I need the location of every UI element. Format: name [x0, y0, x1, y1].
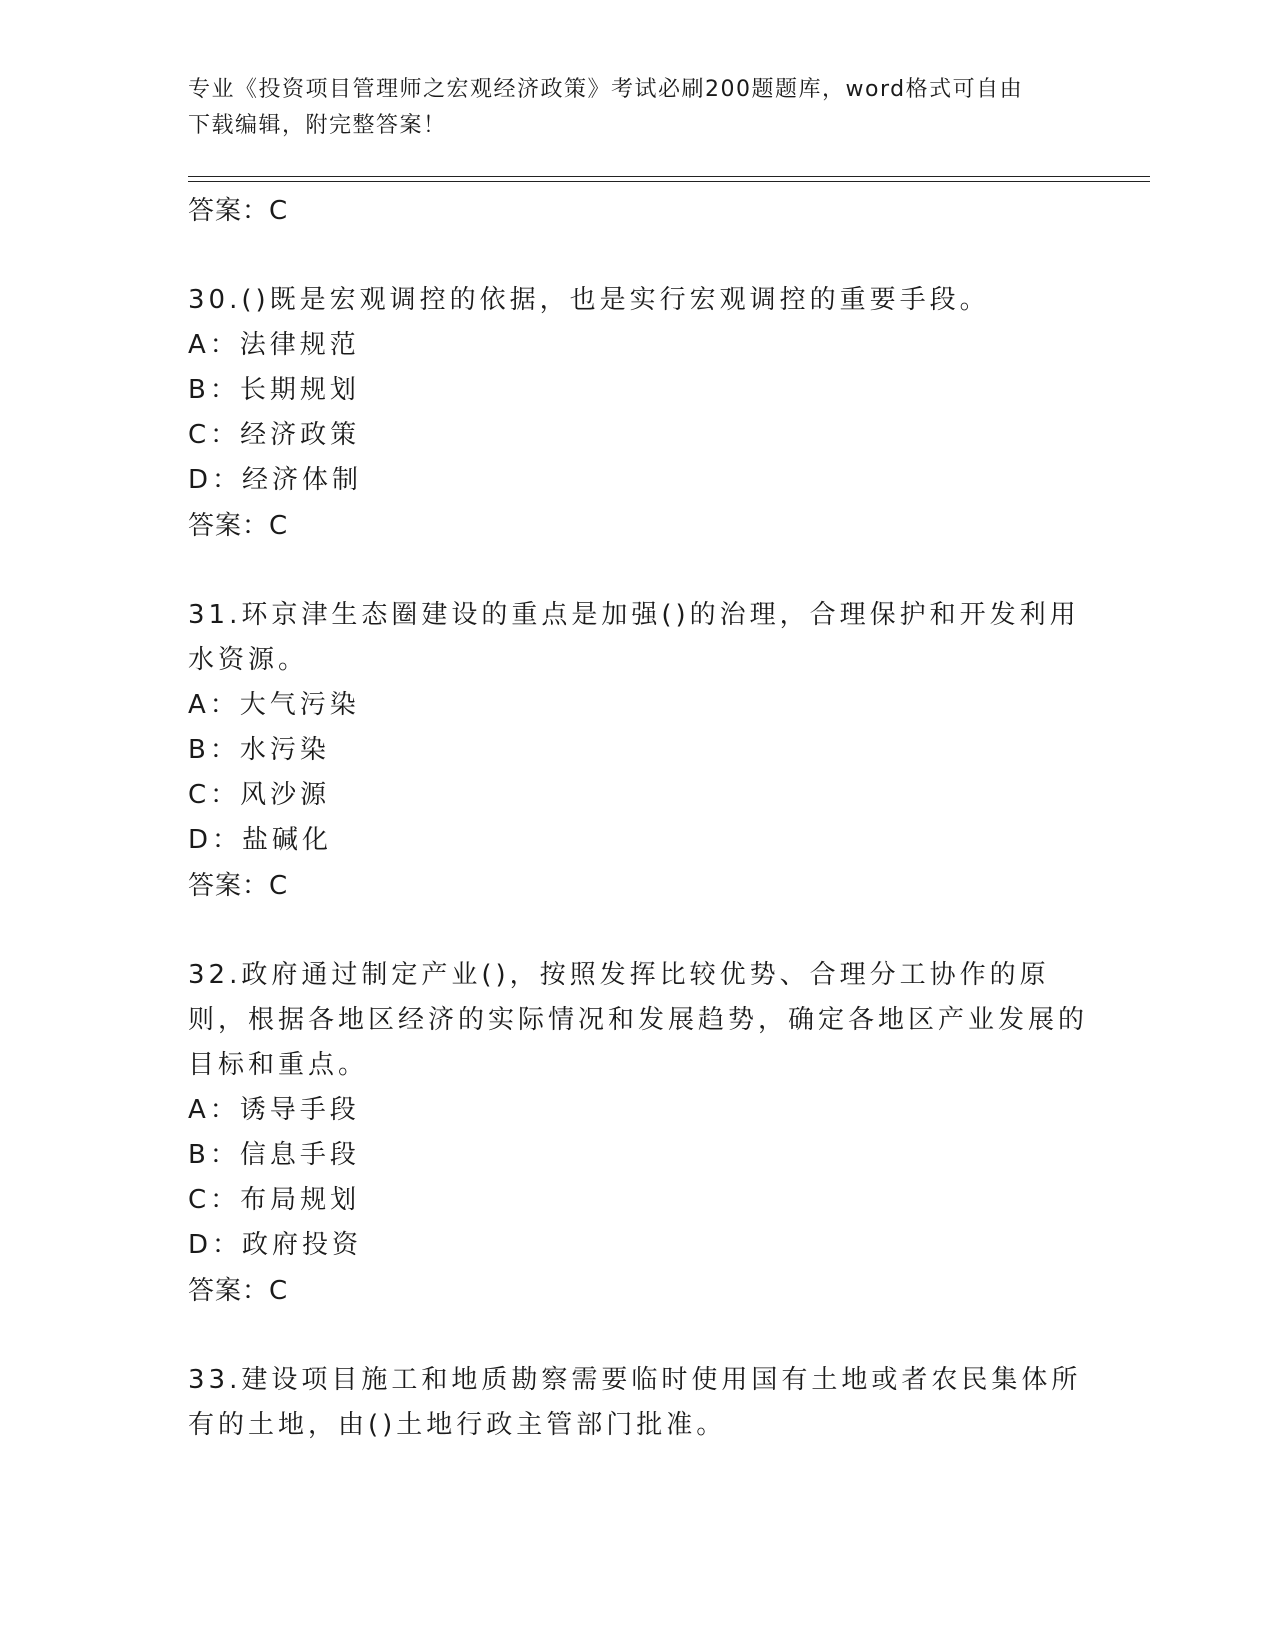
option-a: A：大气污染 [188, 690, 360, 720]
option-c: C：经济政策 [188, 420, 361, 450]
question-stem: 33.建设项目施工和地质勘察需要临时使用国有土地或者农民集体所有的土地，由()土地行政主管部门批准。 [188, 1365, 1082, 1440]
question-item [188, 1358, 1088, 1448]
question-stem: 30.()既是宏观调控的依据，也是实行宏观调控的重要手段。 [188, 285, 990, 315]
document-header [188, 72, 1068, 144]
answer-line: 答案：C [188, 871, 289, 901]
option-b: B：水污染 [188, 735, 330, 765]
question-item [188, 953, 1088, 1314]
question-item [188, 593, 1088, 909]
header-line-2: 下载编辑，附完整答案！ [188, 113, 447, 138]
question-list [188, 188, 1088, 1448]
option-b: B：长期规划 [188, 375, 360, 405]
option-c: C：风沙源 [188, 780, 331, 810]
option-d: D：经济体制 [188, 465, 363, 495]
option-b: B：信息手段 [188, 1140, 360, 1170]
question-item [188, 278, 1088, 549]
question-stem: 31.环京津生态圈建设的重点是加强()的治理，合理保护和开发利用水资源。 [188, 600, 1080, 675]
answer-line: 答案：C [188, 196, 289, 226]
option-a: A：诱导手段 [188, 1095, 360, 1125]
answer-line: 答案：C [188, 511, 289, 541]
option-d: D：盐碱化 [188, 825, 333, 855]
question-stem: 32.政府通过制定产业()，按照发挥比较优势、合理分工协作的原则，根据各地区经济的实际情况和发展趋势，确定各地区产业发展的目标和重点。 [188, 960, 1089, 1080]
answer-line: 答案：C [188, 1276, 289, 1306]
header-divider [188, 176, 1150, 182]
header-line-1: 专业《投资项目管理师之宏观经济政策》考试必刷200题题库，word格式可自由 [188, 77, 1024, 102]
option-c: C：布局规划 [188, 1185, 361, 1215]
option-d: D：政府投资 [188, 1230, 363, 1260]
option-a: A：法律规范 [188, 330, 360, 360]
